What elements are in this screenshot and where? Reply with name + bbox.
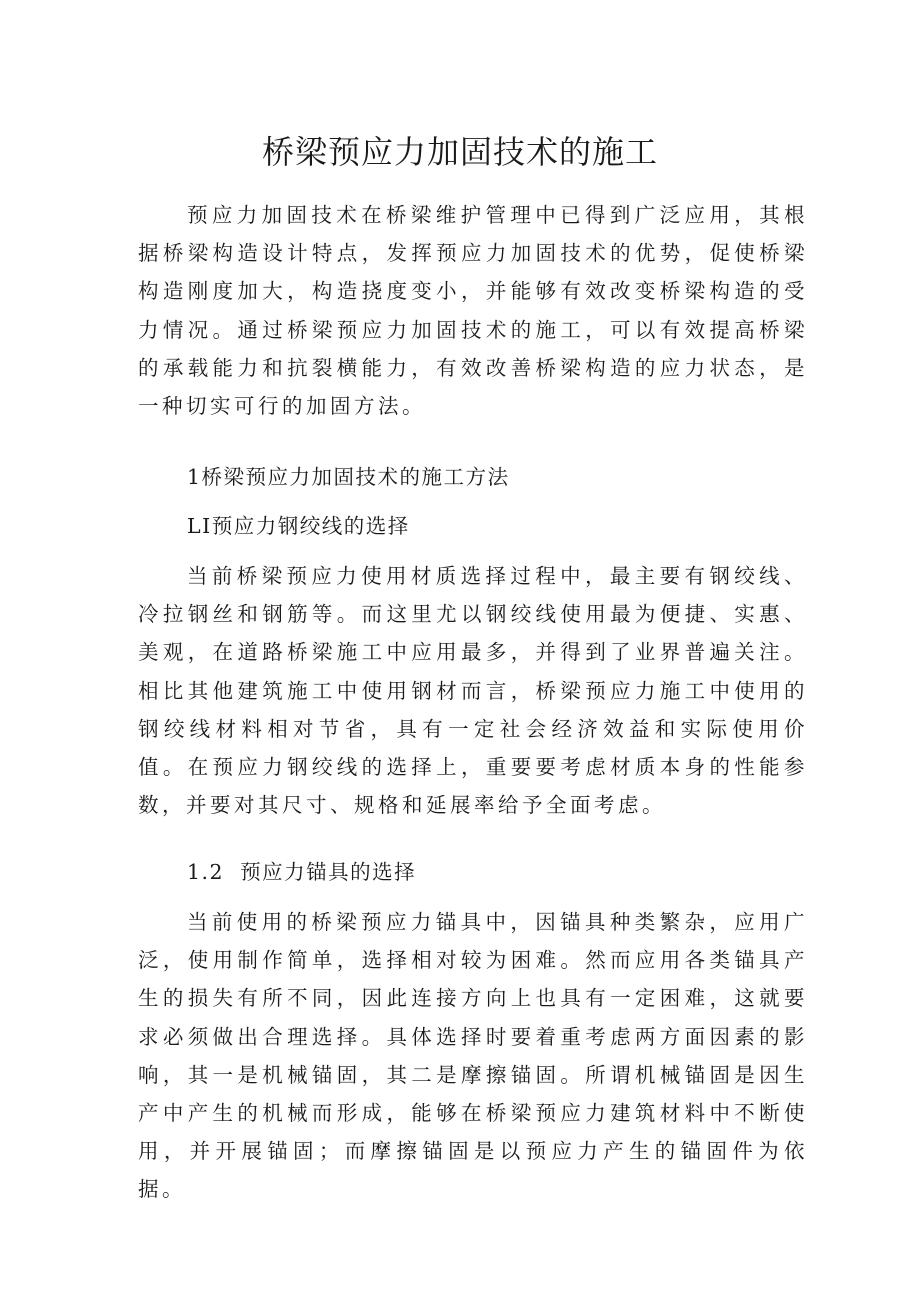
subsection-paragraph-1-1: 当前桥梁预应力使用材质选择过程中，最主要有钢绞线、冷拉钢丝和钢筋等。而这里尤以钢绞线使用最为便捷、实惠、美观，在道路桥梁施工中应用最多，并得到了业界普遍关注。相比其他建筑施工中使用钢材而言，桥梁预应力施工中使用的钢绞线材料相对节省，具有一定社会经济效益和实际使用价值。在预应力钢绞线的选择上，重要要考虑材质本身的性能参数，并要对其尺寸、规格和延展率给予全面考虑。 [138, 564, 808, 818]
subsection-heading-1-2: 1.2 预应力锚具的选择 [187, 860, 417, 884]
subsection-paragraph-1-2: 当前使用的桥梁预应力锚具中，因锚具种类繁杂，应用广泛，使用制作简单，选择相对较为困难。然而应用各类锚具产生的损失有所不同，因此连接方向上也具有一定困难，这就要求必须做出合理选择。具体选择时要着重考虑两方面因素的影响，其一是机械锚固，其二是摩擦锚固。所谓机械锚固是因生产中产生的机械而形成，能够在桥梁预应力建筑材料中不断使用，并开展锚固；而摩擦锚固是以预应力产生的锚固件为依据。 [138, 910, 808, 1202]
intro-paragraph: 预应力加固技术在桥梁维护管理中已得到广泛应用，其根据桥梁构造设计特点，发挥预应力加固技术的优势，促使桥梁构造刚度加大，构造挠度变小，并能够有效改变桥梁构造的受力情况。通过桥梁预应力加固技术的施工，可以有效提高桥梁的承载能力和抗裂横能力，有效改善桥梁构造的应力状态，是一种切实可行的加固方法。 [138, 203, 808, 419]
section-heading-1: 1桥梁预应力加固技术的施工方法 [187, 465, 510, 489]
document-title: 桥梁预应力加固技术的施工 [261, 133, 658, 171]
subsection-heading-1-1: LI预应力钢绞线的选择 [187, 514, 410, 538]
